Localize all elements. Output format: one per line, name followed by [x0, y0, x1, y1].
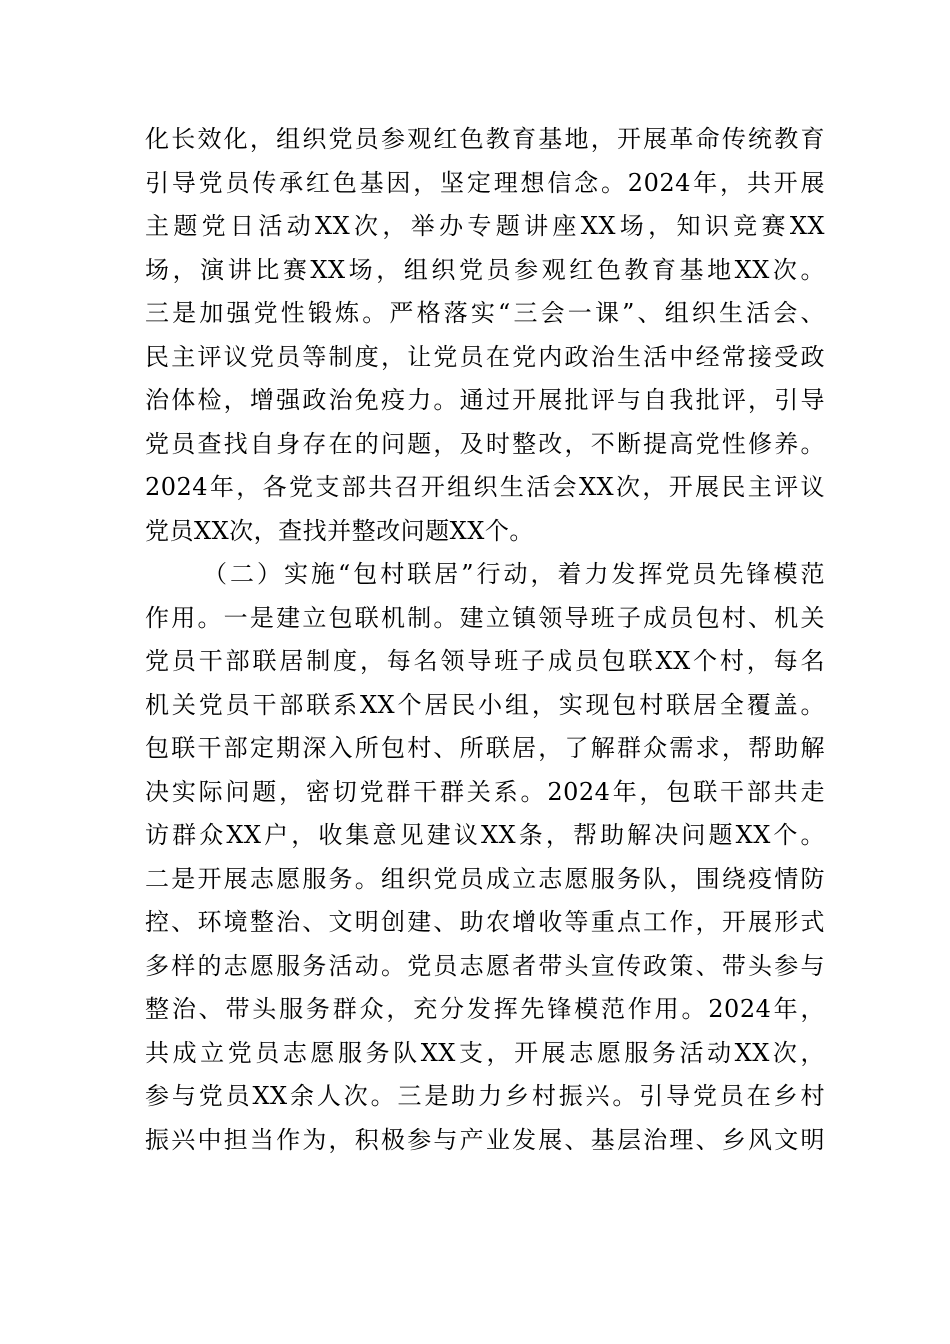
document-body	[145, 118, 825, 1162]
text-line: 化长效化，组织党员参观红色教育基地，开展革命传统教育	[145, 125, 825, 153]
text-line: 控、环境整治、文明创建、助农增收等重点工作，开展形式	[145, 908, 825, 936]
text-line: 引导党员传承红色基因，坚定理想信念。2024年，共开展	[145, 168, 825, 197]
text-line: 主题党日活动XX次，举办专题讲座XX场，知识竞赛XX	[145, 212, 825, 240]
text-line: 党员查找自身存在的问题，及时整改，不断提高党性修养。	[145, 429, 825, 458]
text-line: 参与党员XX余人次。三是助力乡村振兴。引导党员在乡村	[145, 1082, 825, 1110]
text-line: 共成立党员志愿服务队XX支，开展志愿服务活动XX次，	[145, 1038, 825, 1067]
text-line: 党员干部联居制度，每名领导班子成员包联XX个村，每名	[145, 647, 825, 675]
text-line: 民主评议党员等制度，让党员在党内政治生活中经常接受政	[145, 342, 825, 371]
text-line: 党员XX次，查找并整改问题XX个。	[145, 516, 534, 545]
text-line: 决实际问题，密切党群干群关系。2024年，包联干部共走	[145, 777, 825, 806]
text-line: 2024年，各党支部共召开组织生活会XX次，开展民主评议	[145, 473, 825, 501]
text-line: 三是加强党性锻炼。严格落实“三会一课”、组织生活会、	[145, 299, 825, 327]
text-line: 二是开展志愿服务。组织党员成立志愿服务队，围绕疫情防	[145, 864, 825, 893]
text-line: 治体检，增强政治免疫力。通过开展批评与自我批评，引导	[145, 386, 825, 414]
text-line: 振兴中担当作为，积极参与产业发展、基层治理、乡风文明	[145, 1125, 825, 1154]
text-line: 作用。一是建立包联机制。建立镇领导班子成员包村、机关	[145, 603, 825, 632]
text-line: 场，演讲比赛XX场，组织党员参观红色教育基地XX次。	[145, 255, 825, 284]
text-line: 包联干部定期深入所包村、所联居，了解群众需求，帮助解	[145, 734, 825, 762]
section-heading-line: （二）实施“包村联居”行动，着力发挥党员先锋模范	[203, 560, 825, 588]
text-line: 机关党员干部联系XX个居民小组，实现包村联居全覆盖。	[145, 690, 825, 719]
text-line: 整治、带头服务群众，充分发挥先锋模范作用。2024年，	[145, 995, 825, 1023]
text-line: 访群众XX户，收集意见建议XX条，帮助解决问题XX个。	[145, 821, 825, 849]
text-line: 多样的志愿服务活动。党员志愿者带头宣传政策、带头参与	[145, 951, 825, 980]
